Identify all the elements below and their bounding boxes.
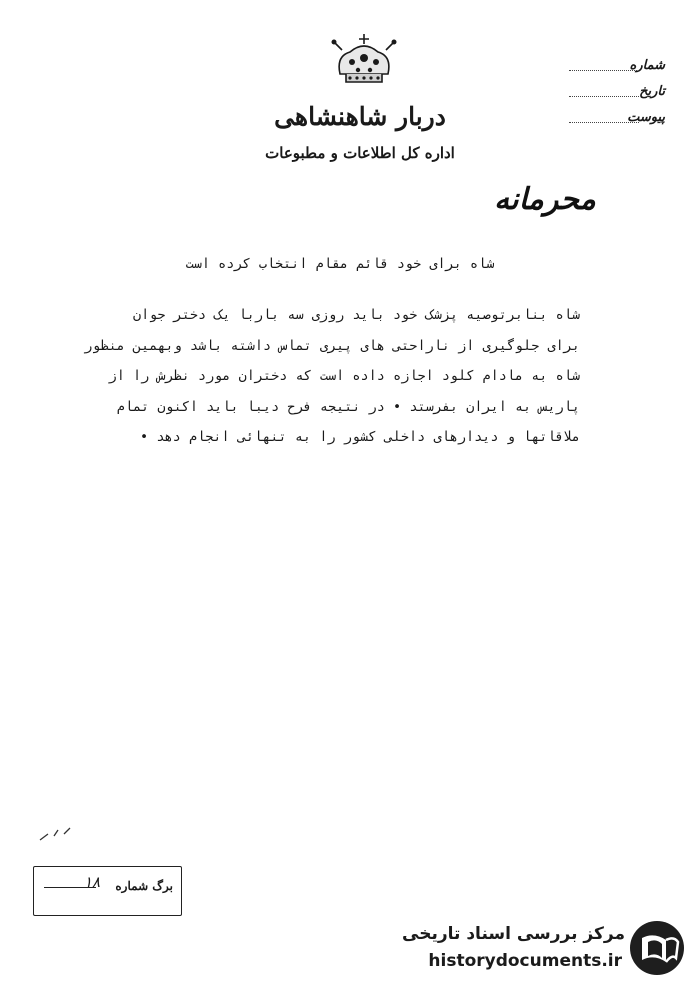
department-title: اداره کل اطلاعات و مطبوعات [265,144,455,162]
confidential-stamp: محرمانه [494,182,596,217]
sheet-number-value: ۱۸ [84,873,101,891]
watermark-title: مرکز بررسی اسناد تاریخی [402,924,625,944]
date-dotted-line [569,96,639,97]
sheet-number-box [33,866,182,916]
number-field [565,58,675,78]
number-label: شماره [629,58,665,73]
attachment-field [565,110,675,130]
court-title: دربار شاهنشاهی [274,102,446,131]
sheet-number-label: برگ شماره [115,879,173,893]
attachment-label: پیوست [627,110,665,125]
body-line: ملاقاتها و دیدارهای داخلی کشور را به تنهائی انجام دهد • [140,429,580,445]
pen-mark [38,826,72,842]
date-field [565,84,675,104]
number-dotted-line [569,70,639,71]
watermark-url: historydocuments.ir [428,951,622,971]
body-line: پاریس به ایران بفرستد • در نتیجه فرح دیبا باید اکنون تمام [116,398,580,415]
body-text [84,300,580,453]
crown-emblem-icon [326,30,402,90]
body-line: برای جلوگیری از ناراحتی های پیری تماس داشته باشد وبهمین منظور [84,337,580,354]
attachment-dotted-line [569,122,639,123]
body-line: شاه به مادام کلود اجازه داده است که دختران مورد نظرش را از [108,368,580,384]
subject-line: شاه برای خود قائم مقام انتخاب کرده است [185,256,495,272]
body-line: شاه بنابرتوصیه پزشک خود باید روزی سه باربا یک دختر جوان [132,307,580,323]
date-label: تاریخ [639,84,665,99]
archive-logo-icon [628,918,686,978]
